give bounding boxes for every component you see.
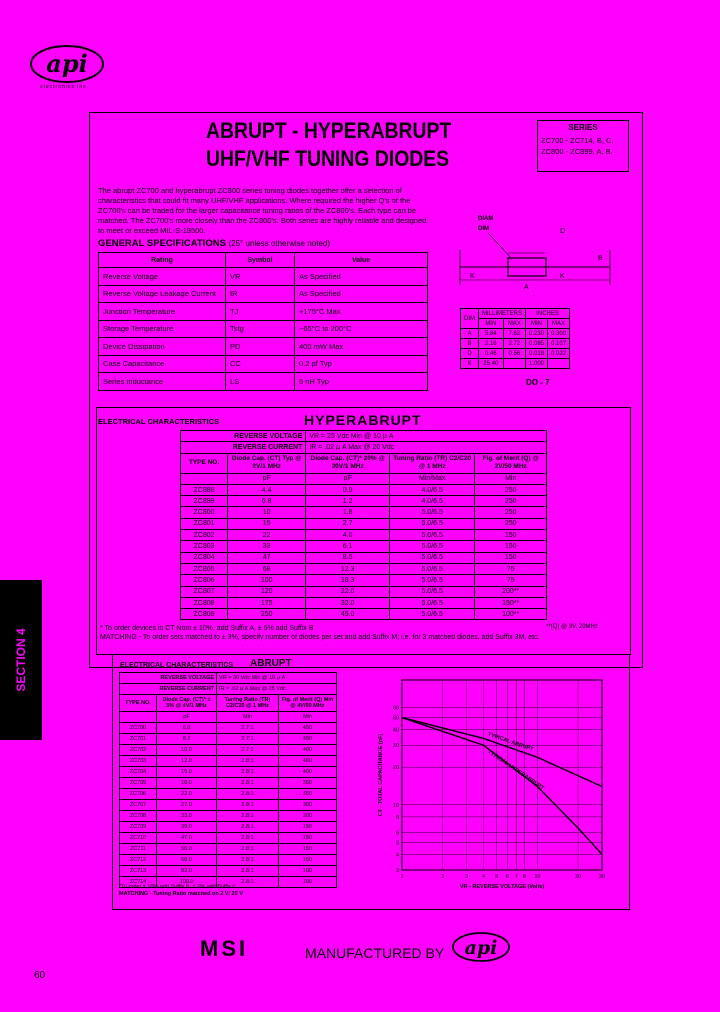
abrupt-row-cell: 400: [278, 745, 336, 756]
dimension-row-cell: B: [461, 339, 479, 349]
hyper-row-cell: 100: [228, 575, 306, 586]
abrupt-row-cell: 300: [278, 800, 336, 811]
abrupt-row-cell: 2.7:1: [217, 745, 279, 756]
hyper-row-cell: ZC806: [181, 575, 228, 586]
hyper-row-cell: ZC804: [181, 552, 228, 563]
abrupt-row-cell: 150: [278, 833, 336, 844]
y-tick-label: 40: [392, 727, 399, 734]
hyper-row-cell: ZC808: [181, 597, 228, 608]
general-spec-row-cell: As Specified: [295, 268, 428, 286]
abrupt-row: [120, 789, 337, 800]
hyper-row-cell: ZC888: [181, 484, 228, 495]
hyper-row-cell: 12.3: [306, 563, 390, 574]
abrupt-row-cell: 2.8:1: [217, 833, 279, 844]
intro-paragraph: The abrupt ZC700 and hyperabrupt ZC800 series tuning diodes together offer a selection of characteristics that could fit many UHF/VHF applications. Where required the higher Q's of the ZC700's can be traded for the larger capacitance tuning ratios of the ZC800's. Each type can be matched. The ZC700's more closely than the ZC800's. Both series are highly reliable and designed to meet or exceed MIL-S-19500.: [98, 186, 427, 235]
hyper-q-note: **(Q) @ 3V, 20MHz: [546, 624, 598, 630]
abrupt-row: [120, 822, 337, 833]
hyper-row: [181, 575, 547, 586]
hyper-row-cell: ZC805: [181, 563, 228, 574]
series-box: [537, 120, 629, 172]
page-title-line1: ABRUPT - HYPERABRUPT: [206, 118, 452, 143]
y-tick-label: 60: [392, 705, 399, 712]
abrupt-row: [120, 833, 337, 844]
hyperabrupt-table: REVERSE VOLTAGE VR = 25 Vdc Min @ 10 μ A REVERSE CURRENT IR = .02 μ A Max @ 20 Vdc TYPE NO. Diode Cap. (CT) Typ @ 2V/1 MHz Diode Cap. (CT)* 20% @ 20V/1 MHz Tuning Ratio (TR) C2/C20 @ 1 MHz Fig. of Merit (Q) @ 2V/50 MHz pF pF Min/Max Min ZC888 4.4 0.9 4.0/6.5 250 ZC899 6.8 1.2 4.0/6.5 250 ZC800 10 1.8 5.0/6.5 250 ZC801 15 2.7 5.0/6.5 250 ZC802 22 4.0 5.0/6.5 150 ZC803 33 6.1 5.0/6.5 150 ZC804 47 8.5 5.0/6.5 150 ZC805 68 12.3 5.0/6.5 75 ZC806 100 18.3 5.0/6.5 75 ZC807 120 22.0 5.0/6.5 200** ZC808 175 32.0 5.0/6.5 150** ZC809 250 45.0 5.0/6.5 100**: [180, 430, 547, 620]
general-spec-row-cell: Junction Temperature: [99, 303, 226, 321]
abrupt-row-cell: ZC708: [120, 811, 157, 822]
abrupt-row: [120, 756, 337, 767]
hyper-row: [181, 586, 547, 597]
general-spec-row: [99, 320, 428, 338]
abrupt-row-cell: 2.8:1: [217, 767, 279, 778]
x-tick-label: 30: [598, 874, 606, 880]
general-spec-row-cell: Case Capacitance: [99, 355, 226, 373]
abrupt-title: ABRUPT: [250, 658, 292, 669]
dimension-row-cell: K: [461, 359, 479, 369]
hyper-row-cell: 150: [475, 552, 547, 563]
page-title-line2: UHF/VHF TUNING DIODES: [206, 146, 450, 171]
general-spec-row-cell: Series Inductance: [99, 373, 226, 391]
hyper-row-cell: 6.8: [228, 496, 306, 507]
abrupt-row: [120, 800, 337, 811]
dimension-row-cell: 2.16: [479, 339, 504, 349]
dimension-row: [461, 329, 570, 339]
series-line1: ZC700 - ZC714, B, C,: [541, 136, 614, 145]
hyper-row-cell: 4.4: [228, 484, 306, 495]
general-spec-row-cell: LS: [226, 373, 295, 391]
hyper-row-cell: 33: [228, 541, 306, 552]
abrupt-row-cell: 2.7:1: [217, 723, 279, 734]
dimension-row-cell: 1.000: [526, 359, 548, 369]
abrupt-row-cell: 350: [278, 789, 336, 800]
dimension-row-cell: [503, 359, 525, 369]
abrupt-row: [120, 855, 337, 866]
abrupt-row-cell: 68.0: [157, 855, 217, 866]
hyper-row-cell: ZC801: [181, 518, 228, 529]
abrupt-row-cell: 2.8:1: [217, 811, 279, 822]
dimension-row-cell: 0.46: [479, 349, 504, 359]
abrupt-row-cell: 2.8:1: [217, 756, 279, 767]
abrupt-row-cell: ZC706: [120, 789, 157, 800]
hyper-row-cell: 5.0/6.5: [389, 541, 475, 552]
dimension-row-cell: 0.56: [503, 349, 525, 359]
hyper-row-cell: 4.0: [306, 530, 390, 541]
abrupt-row-cell: 150: [278, 822, 336, 833]
general-spec-row: [99, 303, 428, 321]
footer-logo-text: api: [464, 937, 498, 959]
abrupt-row-cell: 150: [278, 844, 336, 855]
general-spec-row-cell: CC: [226, 355, 295, 373]
general-spec-row-cell: IR: [226, 285, 295, 303]
hyper-row-cell: 22: [228, 530, 306, 541]
label-diam: DIAM: [478, 216, 494, 222]
hyper-row-cell: 5.0/6.5: [389, 530, 475, 541]
label-b: B: [598, 255, 603, 262]
abrupt-row: [120, 734, 337, 745]
dimension-row: [461, 349, 570, 359]
hyper-row: [181, 552, 547, 563]
hyper-row-cell: 32.0: [306, 597, 390, 608]
x-tick-label: 8: [522, 874, 526, 880]
abrupt-row-cell: 100.0: [157, 877, 217, 888]
label-a: A: [524, 284, 529, 291]
hyper-row-cell: 15: [228, 518, 306, 529]
abrupt-row-cell: ZC710: [120, 833, 157, 844]
hyper-row-cell: 250: [475, 484, 547, 495]
dimension-row: [461, 359, 570, 369]
x-tick-label: 4: [481, 874, 486, 880]
hyper-row-cell: 75: [475, 563, 547, 574]
dimension-row-cell: 2.72: [503, 339, 525, 349]
hyper-row-cell: 200**: [475, 586, 547, 597]
abrupt-row: [120, 811, 337, 822]
gen-header-value: Value: [295, 253, 428, 268]
dimension-row-cell: 0.107: [548, 339, 570, 349]
hyper-row-cell: 5.0/6.5: [389, 552, 475, 563]
hyper-row-cell: 4.0/6.5: [389, 484, 475, 495]
dimension-row-cell: 0.230: [526, 329, 548, 339]
label-k-right: K: [560, 273, 565, 280]
abrupt-row-cell: 450: [278, 734, 336, 745]
dimension-row-cell: 0.300: [548, 329, 570, 339]
abrupt-row-cell: 56.0: [157, 844, 217, 855]
hyper-row-cell: 18.3: [306, 575, 390, 586]
hyper-row-cell: 250: [475, 507, 547, 518]
abrupt-row-cell: 350: [278, 778, 336, 789]
package-label: DO - 7: [526, 378, 550, 387]
general-spec-row-cell: PD: [226, 338, 295, 356]
hyper-row-cell: 6.1: [306, 541, 390, 552]
abrupt-row-cell: 2.8:1: [217, 855, 279, 866]
abrupt-row-cell: 47.0: [157, 833, 217, 844]
do7-outline-drawing: [430, 205, 630, 305]
y-axis-label: CT - TOTAL CAPACITANCE (pF): [378, 733, 384, 817]
x-tick-label: 7: [514, 874, 518, 880]
abrupt-ec-heading: ELECTRICAL CHARACTERISTICS: [120, 662, 234, 669]
general-spec-row: [99, 268, 428, 286]
abrupt-row-cell: 18.0: [157, 778, 217, 789]
section-tab-label: SECTION 4: [14, 628, 28, 692]
abrupt-row-cell: 22.0: [157, 789, 217, 800]
hyper-row-cell: 5.0/6.5: [389, 609, 475, 620]
abrupt-notes: *To order ± 10% add Suffix B, ± 2% add Suffix C MATCHING - Tuning Ratio matched on 2 V; 20 V: [119, 884, 243, 897]
abrupt-row-cell: 2.8:1: [217, 789, 279, 800]
dimension-row-cell: A: [461, 329, 479, 339]
abrupt-row-cell: 400: [278, 756, 336, 767]
hyper-row-cell: 22.0: [306, 586, 390, 597]
abrupt-row-cell: 2.8:1: [217, 822, 279, 833]
hyper-row-cell: 10: [228, 507, 306, 518]
hyper-row-cell: ZC803: [181, 541, 228, 552]
abrupt-row: [120, 844, 337, 855]
series-line2: ZC800 - ZC899, A, B.: [541, 147, 613, 156]
abrupt-row-cell: ZC701: [120, 734, 157, 745]
general-spec-table: [98, 252, 428, 391]
general-spec-row: [99, 338, 428, 356]
hyper-row-cell: ZC802: [181, 530, 228, 541]
hyper-row-cell: ZC807: [181, 586, 228, 597]
general-spec-row: [99, 373, 428, 391]
abrupt-row-cell: 100: [278, 866, 336, 877]
hyper-row: [181, 597, 547, 608]
general-spec-row: [99, 355, 428, 373]
y-tick-label: 4: [395, 852, 399, 859]
dimension-row: [461, 339, 570, 349]
hyper-row-cell: 250: [475, 496, 547, 507]
abrupt-row: [120, 723, 337, 734]
hyper-row-cell: 100**: [475, 609, 547, 620]
hyper-row: [181, 496, 547, 507]
hyper-row-cell: 175: [228, 597, 306, 608]
general-spec-row-cell: 5 nH Typ: [295, 373, 428, 391]
abrupt-row-cell: ZC714: [120, 877, 157, 888]
abrupt-row-cell: 2.8:1: [217, 866, 279, 877]
x-tick-label: 3: [465, 874, 469, 880]
label-k-left: K: [470, 273, 475, 280]
hyper-row-cell: 47: [228, 552, 306, 563]
hyper-row: [181, 541, 547, 552]
hyper-row-cell: ZC899: [181, 496, 228, 507]
abrupt-row-cell: 2.7:1: [217, 734, 279, 745]
abrupt-row-cell: ZC705: [120, 778, 157, 789]
abrupt-row-cell: 15.0: [157, 767, 217, 778]
abrupt-row-cell: ZC711: [120, 844, 157, 855]
general-spec-row-cell: TJ: [226, 303, 295, 321]
abrupt-row-cell: ZC704: [120, 767, 157, 778]
general-spec-row-cell: −65°C to 200°C: [295, 320, 428, 338]
abrupt-row-cell: 400: [278, 767, 336, 778]
series-label: TYPICAL ABRUPT: [486, 731, 534, 753]
hyper-row-cell: 1.2: [306, 496, 390, 507]
general-spec-row-cell: VR: [226, 268, 295, 286]
abrupt-row-cell: 2.8:1: [217, 844, 279, 855]
series-label: TYPICAL HYPERABRUPT: [486, 748, 545, 792]
msi-logo: MSI: [200, 936, 249, 961]
y-tick-label: 5: [395, 840, 399, 847]
hyper-row-cell: 250: [228, 609, 306, 620]
y-tick-label: 3: [395, 868, 399, 874]
x-tick-label: 2: [441, 874, 445, 880]
abrupt-row-cell: 100: [278, 877, 336, 888]
general-spec-row-cell: Reverse Voltage Leakage Current: [99, 285, 226, 303]
hyper-row-cell: 5.0/6.5: [389, 575, 475, 586]
hyper-row-cell: ZC800: [181, 507, 228, 518]
hyper-row: [181, 518, 547, 529]
abrupt-row-cell: ZC700: [120, 723, 157, 734]
dimension-row-cell: 0.022: [548, 349, 570, 359]
abrupt-table: REVERSE VOLTAGE VR = 30 Vdc Min @ 10 μ A REVERSE CURRENT IR = .02 μ A Max @ 25 Vdc TYPE NO. Diode Cap. (CT)* ± 5% @ 4V/1 MHz Tuning Ratio (TR) C2/C20 @ 1 MHz Fig. of Merit (Q) Min @ 4V/50 MHz pF Min Min ZC700 6.8 2.7:1 450 ZC701 8.2 2.7:1 450 ZC702 10.0 2.7:1 400 ZC703 12.0 2.8:1 400 ZC704 15.0 2.8:1 400 ZC705 18.0 2.8:1 350 ZC706 22.0 2.8:1 350 ZC707 27.0 2.8:1 300 ZC708 33.0 2.8:1 200 ZC709 39.0 2.8:1 150 ZC710 47.0 2.8:1 150 ZC711 56.0 2.8:1 150 ZC712 68.0 2.8:1 150 ZC713 82.0 2.8:1 100 ZC714 100.0 2.8:1 100: [119, 672, 337, 888]
abrupt-row-cell: ZC709: [120, 822, 157, 833]
abrupt-row: [120, 767, 337, 778]
general-spec-row-cell: 0.2 pf Typ: [295, 355, 428, 373]
general-spec-row: [99, 285, 428, 303]
x-tick-label: 20: [575, 874, 582, 880]
abrupt-row: [120, 778, 337, 789]
manufactured-by: MANUFACTURED BY: [305, 945, 445, 961]
abrupt-row-cell: 450: [278, 723, 336, 734]
hyper-row-cell: 45.0: [306, 609, 390, 620]
y-tick-label: 30: [392, 743, 399, 750]
hyper-row: [181, 609, 547, 620]
abrupt-row-cell: ZC702: [120, 745, 157, 756]
y-tick-label: 50: [392, 715, 399, 722]
hyper-row-cell: 0.9: [306, 484, 390, 495]
y-tick-label: 6: [395, 830, 399, 837]
hyper-row-cell: 2.7: [306, 518, 390, 529]
dimension-row-cell: D: [461, 349, 479, 359]
hyper-row: [181, 563, 547, 574]
company-logo: [28, 40, 106, 90]
general-spec-row-cell: Reverse Voltage: [99, 268, 226, 286]
hyper-row-cell: 150: [475, 541, 547, 552]
logo-subtitle: electronics inc.: [40, 84, 90, 90]
abrupt-row-cell: 6.8: [157, 723, 217, 734]
general-spec-row-cell: 400 mW Max: [295, 338, 428, 356]
hyper-row-cell: 5.0/6.5: [389, 597, 475, 608]
x-tick-label: 5: [495, 874, 499, 880]
hyper-row-cell: 150: [475, 530, 547, 541]
page-number: 60: [34, 970, 46, 981]
dimension-row-cell: 5.84: [479, 329, 504, 339]
chart-plot-area: [402, 680, 602, 870]
hyper-row-cell: 68: [228, 563, 306, 574]
y-tick-label: 8: [395, 814, 399, 821]
hyper-notes: * To order devices in CT Nom ± 10%, add Suffix A, ± 5% add Suffix B MATCHING - To order sets matched to ± 3%, specify number of diodes per set and add Suffix M; i.e. for 3 matched diodes, add Suffix 3M, etc.: [100, 625, 540, 641]
abrupt-row: [120, 745, 337, 756]
abrupt-row: [120, 866, 337, 877]
label-dim: DIM: [478, 226, 489, 232]
hyper-row-cell: 5.0/6.5: [389, 507, 475, 518]
y-tick-label: 20: [392, 765, 399, 772]
abrupt-row-cell: 2.8:1: [217, 877, 279, 888]
hyper-row-cell: 150**: [475, 597, 547, 608]
hyper-row-cell: ZC809: [181, 609, 228, 620]
abrupt-row-cell: 10.0: [157, 745, 217, 756]
dimension-row-cell: [548, 359, 570, 369]
general-spec-row-cell: As Specified: [295, 285, 428, 303]
logo-text: api: [46, 49, 88, 78]
dimension-row-cell: 0.085: [526, 339, 548, 349]
x-axis-label: VR - REVERSE VOLTAGE (Volts): [459, 884, 545, 890]
abrupt-row-cell: 8.2: [157, 734, 217, 745]
hyper-row-cell: 250: [475, 518, 547, 529]
x-tick-label: 10: [534, 874, 541, 880]
abrupt-row-cell: ZC703: [120, 756, 157, 767]
hyper-row: [181, 507, 547, 518]
label-d: D: [560, 228, 566, 235]
abrupt-row-cell: 200: [278, 811, 336, 822]
x-tick-label: 1: [400, 874, 404, 880]
series-heading: SERIES: [568, 123, 598, 132]
hyper-row-cell: 4.0/6.5: [389, 496, 475, 507]
hyper-ec-heading: ELECTRICAL CHARACTERISTICS: [98, 417, 220, 426]
general-spec-row-cell: Device Dissipation: [99, 338, 226, 356]
capacitance-chart: [374, 668, 624, 896]
hyper-row: [181, 484, 547, 495]
abrupt-row-cell: 2.8:1: [217, 800, 279, 811]
hyper-row-cell: 5.0/6.5: [389, 518, 475, 529]
general-spec-heading: GENERAL SPECIFICATIONS (25° unless otherwise noted): [98, 238, 331, 249]
abrupt-row-cell: ZC712: [120, 855, 157, 866]
dimension-row-cell: 0.018: [526, 349, 548, 359]
hyper-row-cell: 120: [228, 586, 306, 597]
abrupt-row-cell: 82.0: [157, 866, 217, 877]
abrupt-row-cell: 12.0: [157, 756, 217, 767]
gen-header-symbol: Symbol: [226, 253, 295, 268]
abrupt-row-cell: 2.8:1: [217, 778, 279, 789]
hyper-row-cell: 75: [475, 575, 547, 586]
hyper-row-cell: 1.8: [306, 507, 390, 518]
hyper-row-cell: 5.0/6.5: [389, 586, 475, 597]
general-spec-row-cell: Storage Temperature: [99, 320, 226, 338]
x-tick-label: 6: [505, 874, 509, 880]
abrupt-row-cell: 27.0: [157, 800, 217, 811]
footer-logo: [450, 928, 512, 968]
abrupt-row-cell: 39.0: [157, 822, 217, 833]
dimension-row-cell: 7.62: [503, 329, 525, 339]
gen-header-rating: Rating: [99, 253, 226, 268]
abrupt-row-cell: 33.0: [157, 811, 217, 822]
hyperabrupt-title: HYPERABRUPT: [304, 412, 422, 428]
general-spec-row-cell: Tstg: [226, 320, 295, 338]
general-spec-row-cell: +175°C Max: [295, 303, 428, 321]
hyper-row-cell: 5.0/6.5: [389, 563, 475, 574]
hyper-row-cell: 8.5: [306, 552, 390, 563]
hyper-row: [181, 530, 547, 541]
dimension-table: DIM MILLIMETERS INCHES MIN MAX MIN MAX A 5.84 7.62 0.230 0.300 B 2.16 2.72 0.085 0.107 D 0.46 0.56 0.018 0.022 K 25.40 1.000: [460, 308, 570, 369]
abrupt-row-cell: 150: [278, 855, 336, 866]
abrupt-row-cell: ZC707: [120, 800, 157, 811]
y-tick-label: 10: [392, 802, 399, 809]
dimension-row-cell: 25.40: [479, 359, 504, 369]
abrupt-row-cell: ZC713: [120, 866, 157, 877]
